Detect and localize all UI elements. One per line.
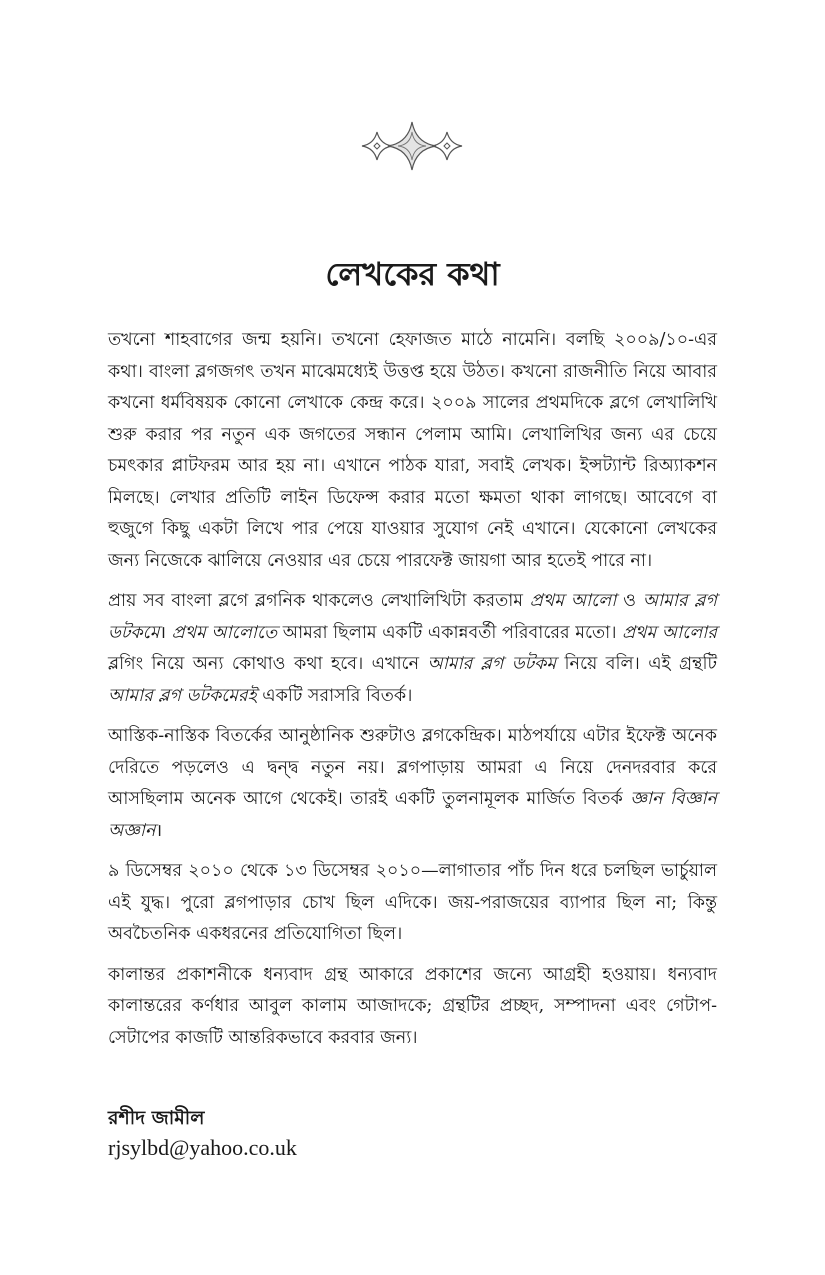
- text-run: নিয়ে বলি। এই গ্রন্থটি: [556, 654, 718, 674]
- signature-block: [108, 1103, 717, 1163]
- page-title: লেখকের কথা: [325, 255, 500, 293]
- text-run: একটি সরাসরি বিতর্ক।: [256, 685, 413, 706]
- author-name: রশীদ জামীল: [108, 1107, 205, 1129]
- text-run: ও: [616, 591, 643, 611]
- paragraph-thanks: [108, 960, 717, 1055]
- italic-title-run: আমার ব্লগ ডটকমে: [108, 591, 717, 643]
- paragraph-blogs: [108, 586, 717, 712]
- text-run: প্রায় সব বাংলা ব্লগে ব্লগনিক থাকলেও লেখালিখিটা করতাম: [108, 591, 530, 611]
- author-email: rjsylbd@yahoo.co.uk: [108, 1135, 297, 1160]
- italic-title-run: প্রথম আলোতে: [171, 622, 278, 643]
- paragraph-dates: [108, 856, 717, 951]
- italic-title-run: প্রথম আলো: [529, 591, 617, 611]
- text-run: কালান্তর প্রকাশনীকে ধন্যবাদ গ্রন্থ আকারে প্রকাশের জন্যে আগ্রহী হওয়ায়। ধন্যবাদ কালান্তরের কর্ণধার আবুল কালাম আজাদকে; গ্রন্থটির প্রচ্ছদ, সম্পাদনা এবং গেটাপ-সেটাপের কাজটি আন্তরিকভাবে করবার জন্য।: [108, 964, 717, 1048]
- text-run: ৯ ডিসেম্বর ২০১০ থেকে ১৩ ডিসেম্বর ২০১০—লাগাতার পাঁচ দিন ধরে চলছিল ভার্চুয়াল এই যুদ্ধ। পুরো ব্লগপাড়ার চোখ ছিল এদিকে। জয়-পরাজয়ের ব্যাপার ছিল না; কিন্তু অবচৈতনিক একধরনের প্রতিযোগিতা ছিল।: [108, 861, 717, 944]
- text-run: আস্তিক-নাস্তিক বিতর্কের আনুষ্ঠানিক শুরুটাও ব্লগকেন্দ্রিক। মাঠপর্যায়ে এটার ইফেক্ট অনেক দেরিতে পড়লেও এ দ্বন্দ্ব নতুন নয়। ব্লগপাড়ায় আমরা এ নিয়ে দেনদরবার করে আসছিলাম অনেক আগে থেকেই। তারই একটি তুলনামূলক মার্জিত বিতর্ক: [108, 726, 717, 809]
- italic-title-run: জ্ঞান বিজ্ঞান অজ্ঞান: [108, 789, 717, 841]
- text-run: ব্লগিং নিয়ে অন্য কোথাও কথা হবে। এখানে: [108, 654, 428, 674]
- text-run: ।: [155, 820, 163, 841]
- text-run: আমরা ছিলাম একটি একান্নবর্তী পরিবারের মতো।: [277, 622, 623, 643]
- paragraph-debate: [108, 721, 717, 847]
- text-run: ।: [159, 622, 172, 643]
- star-ornament-icon: [352, 118, 472, 174]
- paragraph-intro: [108, 325, 717, 577]
- italic-title-run: আমার ব্লগ ডটকম: [427, 654, 557, 674]
- text-run: তখনো শাহবাগের জন্ম হয়নি। তখনো হেফাজত মাঠে নামেনি। বলছি ২০০৯/১০-এর কথা। বাংলা ব্লগজগৎ তখন মাঝেমধ্যেই উত্তপ্ত হয়ে উঠত। কখনো রাজনীতি নিয়ে আবার কখনো ধর্মবিষয়ক কোনো লেখাকে কেন্দ্র করে। ২০০৯ সালের প্রথমদিকে ব্লগে লেখালিখি শুরু করার পর নতুন এক জগতের সন্ধান পেলাম আমি। লেখালিখির জন্য এর চেয়ে চমৎকার প্লাটফরম আর হয় না। এখানে পাঠক যারা, সবাই লেখক। ইন্সট্যান্ট রিঅ্যাকশন মিলছে। লেখার প্রতিটি লাইন ডিফেন্স করার মতো ক্ষমতা থাকা লাগছে। আবেগে বা হুজুগে কিছু একটা লিখে পার পেয়ে যাওয়ার সুযোগ নেই এখানে। যেকোনো লেখকের জন্য নিজেকে ঝালিয়ে নেওয়ার এর চেয়ে পারফেক্ট জায়গা আর হতেই পারে না।: [108, 330, 717, 571]
- italic-title-run: প্রথম আলোর: [622, 622, 717, 643]
- italic-title-run: আমার ব্লগ ডটকমেরই: [108, 685, 257, 706]
- body-text: [108, 325, 717, 1063]
